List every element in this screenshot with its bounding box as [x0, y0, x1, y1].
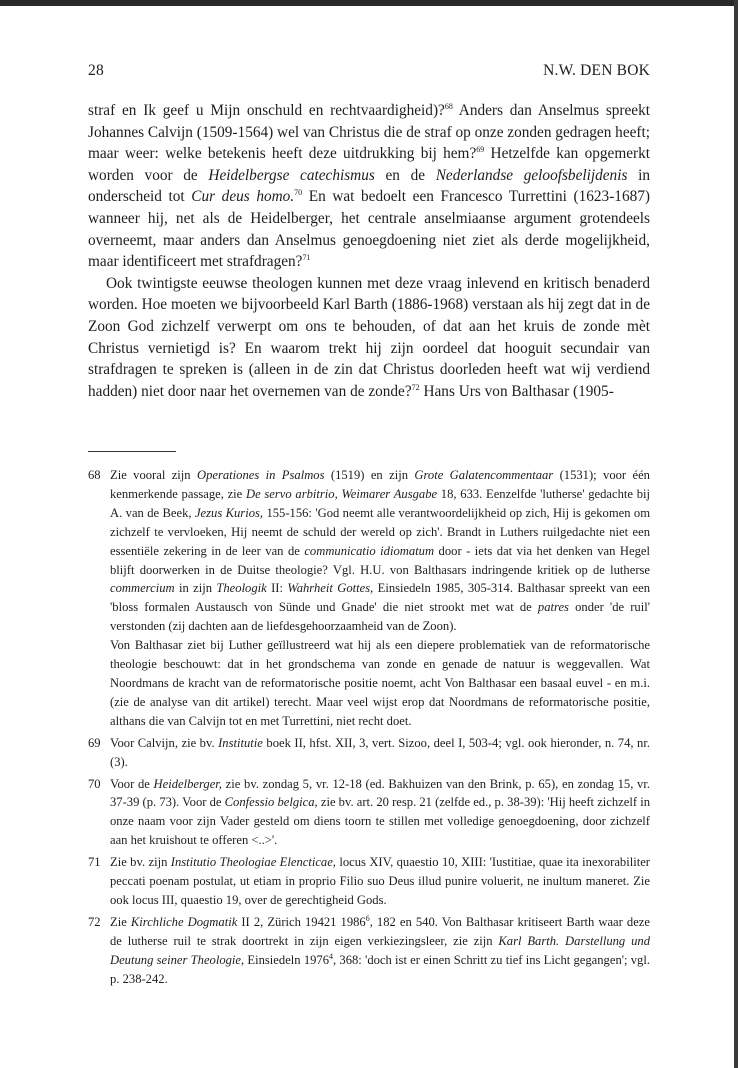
footnotes	[88, 466, 650, 991]
footnote-69: 69 Voor Calvijn, zie bv. Institutie boek II, hfst. XII, 3, vert. Sizoo, deel I, 503-4; vgl. ook hieronder, n. 74, nr. (3).	[88, 734, 650, 772]
running-head: N.W. DEN BOK	[543, 62, 650, 79]
footnote-number: 72	[88, 914, 101, 929]
footnote-ref-72: 72	[411, 382, 420, 392]
footnote-number: 70	[88, 776, 101, 791]
footnote-ref-68: 68	[444, 101, 453, 111]
scan-edge-right	[734, 0, 738, 1068]
footnote-72: 72 Zie Kirchliche Dogmatik II 2, Zürich 19421 1986$^6$, 182 en 540. Von Balthasar kritiseert Barth waar deze de lutherse ruil te strak doortrekt in zijn eigen verkiezingsleer, zie zijn Karl Barth. Darstellung und Deutung seiner Theologie, Einsiedeln 1976$^4$, 368: 'doch ist er einen Schritt zu tief ins Licht gegangen'; vgl. p. 238-242.	[88, 913, 650, 989]
footnote-number: 69	[88, 735, 101, 750]
body-text	[88, 100, 650, 402]
footnote-number: 71	[88, 855, 101, 870]
footnote-number: 68	[88, 468, 101, 482]
footnote-70: 70 Voor de Heidelberger, zie bv. zondag 5, vr. 12-18 (ed. Bakhuizen van den Brink, p. 65), en zondag 15, vr. 37-39 (p. 73). Voor de Confessio belgica, zie bv. art. 20 resp. 21 (zelfde ed., p. 38-39): 'Hij heeft zichzelf in onze naam voor zijn Vader gesteld om diens toorn te stillen met volledige genoegdoening, door zichzelf aan het kruishout te offeren <..>'.	[88, 775, 650, 851]
footnote-divider	[88, 451, 176, 452]
footnote-ref-69: 69	[476, 145, 485, 155]
footnote-71: 71 Zie bv. zijn Institutio Theologiae Elencticae, locus XIV, quaestio 10, XIII: 'Iustitiae, quae ita inexorabiliter peccati poenam postulat, ut etiam in proprio Filio suo Deus illud punire voluerit, ne inultum maneret. Zie ook locus III, quaestio 19, over de gerechtigheid Gods.	[88, 853, 650, 910]
body-paragraph-1: straf en Ik geef u Mijn onschuld en rechtvaardigheid)?$^{68}$ Anders dan Anselmus spreekt Johannes Calvijn (1509-1564) wel van Christus die de straf op onze zonden gedragen heeft; maar weer: welke betekenis heeft deze uitdrukking bij hem?$^{69}$ Hetzelfde kan opgemerkt worden voor de Heidelbergse catechismus en de Nederlandse geloofsbelijdenis in onderscheid tot Cur deus homo.$^{70}$ En wat bedoelt een Francesco Turrettini (1623-1687) wanneer hij, net als de Heidelberger, het centrale anselmiaanse argument grotendeels overneemt, maar anders dan Anselmus genoegdoening niet ziet als derde mogelijkheid, maar identificeert met strafdragen?$^{71}$	[88, 101, 651, 271]
scan-edge-top	[0, 0, 738, 6]
page-number: 28	[88, 62, 104, 79]
body-paragraph-2: Ook twintigste eeuwse theologen kunnen met deze vraag inlevend en kritisch benaderd worden. Hoe moeten we bijvoorbeeld Karl Barth (1886-1968) verstaan als hij zegt dat in de Zoon God zichzelf verwerpt om ons te behouden, of dat aan het kruis de zonde mèt Christus vernietigd is? En waarom trekt hij zijn oordeel dat hooguit secundair van strafdragen te spreken is (alleen in de zin dat Christus doorleden heeft wat wij verdiend hadden) niet door naar het overnemen van de zonde?$^{72}$ Hans Urs von Balthasar (1905-	[88, 274, 650, 400]
page-header	[88, 62, 650, 80]
footnote-ref-70: 70	[294, 188, 303, 198]
footnote-ref-71: 71	[302, 253, 311, 263]
footnote-68: 68 Zie vooral zijn Operationes in Psalmos (1519) en zijn Grote Galatencommentaar (1531); voor één kenmerkende passage, zie De servo arbitrio, Weimarer Ausgabe 18, 633. Eenzelfde 'lutherse' gedachte bij A. van de Beek, Jezus Kurios, 155-156: 'God neemt alle verantwoordelijkheid op zich, Hij is gekomen om zichzelf te vervloeken, Hij neemt de schuld der wereld op zich'. Brandt in Luthers ruilgedachte niet een essentiële zekering in de leer van de communicatio idiomatum door - iets dat via het denken van Hegel blijft doorwerken in de Duitse theologie? Vgl. H.U. von Balthasars indringende kritiek op de lutherse commercium in zijn Theologik II: Wahrheit Gottes, Einsiedeln 1985, 305-314. Balthasar spreekt van een 'bloss formalen Austausch von Sünde und Gnade' die niet strookt met wat de patres onder 'de ruil' verstonden (zij dachten aan de liefdesgehoorzaamheid van de Zoon). Von Balthasar ziet bij Luther geïllustreerd wat hij als een diepere problematiek van de reformatorische theologie beschouwt: dat in het grondschema van zonde en genade de natuur is weggevallen. Wat Noordmans de kracht van de reformatorische positie noemt, acht Von Balthasar een basaal euvel - en m.i. (zie de analyse van dit artikel) terecht. Maar veel wijst erop dat Noordmans de reformatorische positie, althans die van Calvijn tot en met Turrettini, niet recht doet.	[88, 466, 650, 731]
